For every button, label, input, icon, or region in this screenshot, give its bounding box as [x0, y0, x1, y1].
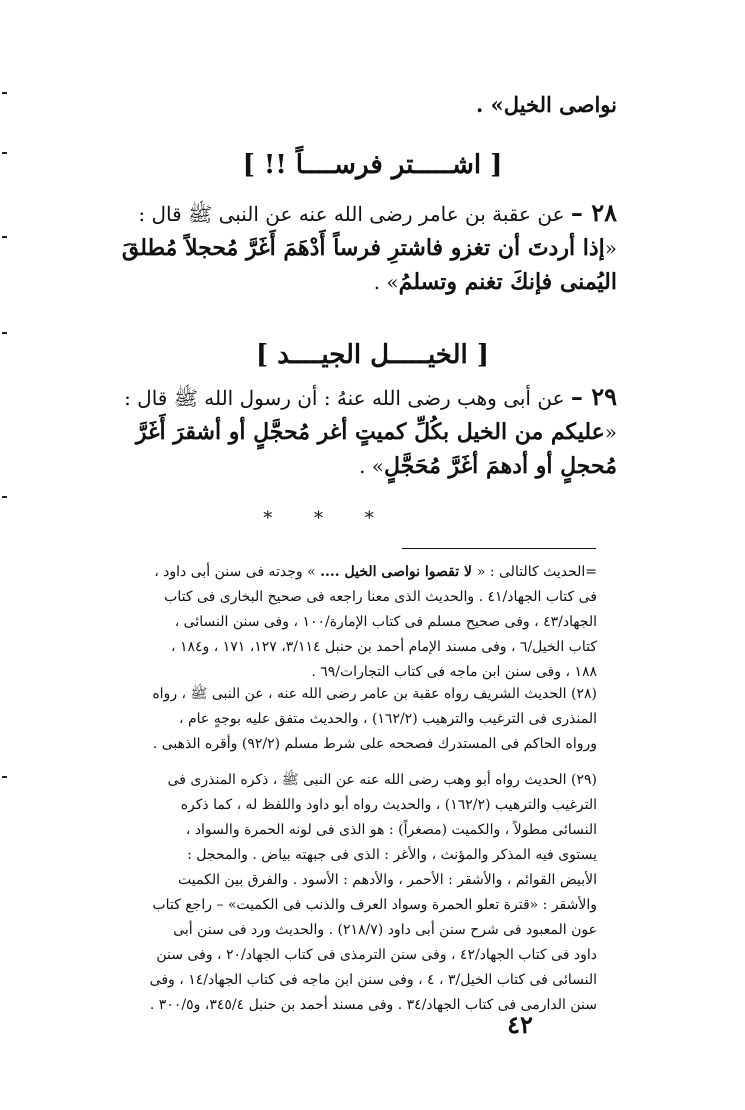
- section-heading-good-horses: [ الخيـــــل الجيــــد ]: [255, 340, 490, 370]
- footnote-body: » وجدته فى سنن أبى داود ، فى كتاب الجهاد/٤١ . والحديث الذى معنا راجعه فى صحيح البخارى فى كتاب الجهاد/٤٣ ، وفى صحيح مسلم فى كتاب الإمارة/١٠٠ ، وفى سنن النسائى ، كتاب الخيل/٦ ، وفى مسند الإمام أحمد بن حنبل ٣/١١٤، ١٢٧، ١٧١ ، و١٨٤ ، ١٨٨ ، وفى سنن ابن ماجه فى كتاب التجارات/٦٩ .: [154, 564, 597, 680]
- footnote-lead: =الحديث كالتالى : «: [476, 564, 597, 580]
- hadith-narration: عن عقبة بن عامر رضى الله عنه عن النبى ﷺ قال : «: [138, 202, 617, 260]
- scan-edge-mark: [2, 332, 7, 334]
- hadith-29: [117, 380, 617, 483]
- hadith-28: [117, 196, 617, 299]
- hadith-closing: » .: [359, 454, 385, 478]
- hadith-saying: عليكم من الخيل بكُلِّ كميتٍ أغر مُحجَّلٍ أو أشقرَ أَغَرَّ مُحجلٍ أو أدهمَ أغَرَّ مُحَجَّلٍ: [135, 419, 617, 479]
- scan-edge-mark: [2, 496, 7, 498]
- scan-edge-mark: [2, 236, 7, 238]
- section-heading-buy-horse: [ اشـــــتر فرســــاً !! ]: [242, 150, 503, 180]
- hadith-number: ٢٩ –: [570, 382, 617, 411]
- scan-edge-mark: [2, 152, 7, 154]
- footnote-bold-phrase: لا تقصوا نواصى الخيل ....: [320, 564, 477, 580]
- scan-edge-mark: [2, 92, 7, 94]
- footnote-continuation: [147, 560, 597, 685]
- hadith-number: ٢٨ –: [570, 198, 617, 227]
- hadith-narration: عن أبى وهب رضى الله عنهُ : أن رسول الله ﷺ قال : «: [124, 386, 617, 444]
- scan-edge-mark: [2, 776, 7, 778]
- footnote-28: (٢٨) الحديث الشريف رواه عقبة بن عامر رضى الله عنه ، عن النبى ﷺ ، رواه المنذرى فى الترغيب والترهيب (١٦٢/٢) ، والحديث متفق عليه بوجهٍ عام ، ورواه الحاكم فى المستدرك فصححه على شرط مسلم (٩٢/٢) وأقره الذهبى .: [152, 686, 597, 752]
- footnote-29: (٢٩) الحديث رواه أبو وهب رضى الله عنه عن النبى ﷺ ، ذكره المنذرى فى الترغيب والترهيب (١٦٢/٢) ، والحديث رواه أبو داود واللفظ له ، كما ذكره النسائى مطولاً ، والكميت (مصغراً) : هو الذى فى لونه الحمرة والسواد ، يستوى فيه المذكر والمؤنث ، والأغر : الذى فى جبهته بياض . والمحجل : الأبيض القوائم ، والأشقر : الأحمر ، والأدهم : الأسود . والفرق بين الكميت والأشقر : «قترة تعلو الحمرة وسواد العرف والذنب فى الكميت» – راجع كتاب عون المعبود فى شرح سنن أبى داود (٢١٨/٧) . والحديث ورد فى سنن أبى داود فى كتاب الجهاد/٤٢ ، وفى سنن الترمذى فى كتاب الجهاد/٢٠ ، وفى سنن النسائى فى كتاب الخيل/٣ ، ٤ ، وفى سنن ابن ماجه فى كتاب الجهاد/١٤ ، وفى سنن الدارمى فى كتاب الجهاد/٣٤ . وفى مسند أحمد بن حنبل ٣٤٥/٤، و٣٠٠/٥ .: [149, 772, 597, 1013]
- separator-stars: * * *: [263, 508, 392, 529]
- intro-line: نواصى الخيل» .: [476, 92, 617, 117]
- hadith-saying: إذا أردتَ أن تغزو فاشترِ فرساً أَدْهَمَ أَغَرَّ مُحجلاً مُطلقَ اليُمنى فإنكَ تغنم وتسلمُ: [121, 235, 617, 295]
- page-number: ٤٢: [507, 1010, 533, 1039]
- footnote-rule: [402, 548, 596, 549]
- hadith-closing: » .: [373, 270, 399, 294]
